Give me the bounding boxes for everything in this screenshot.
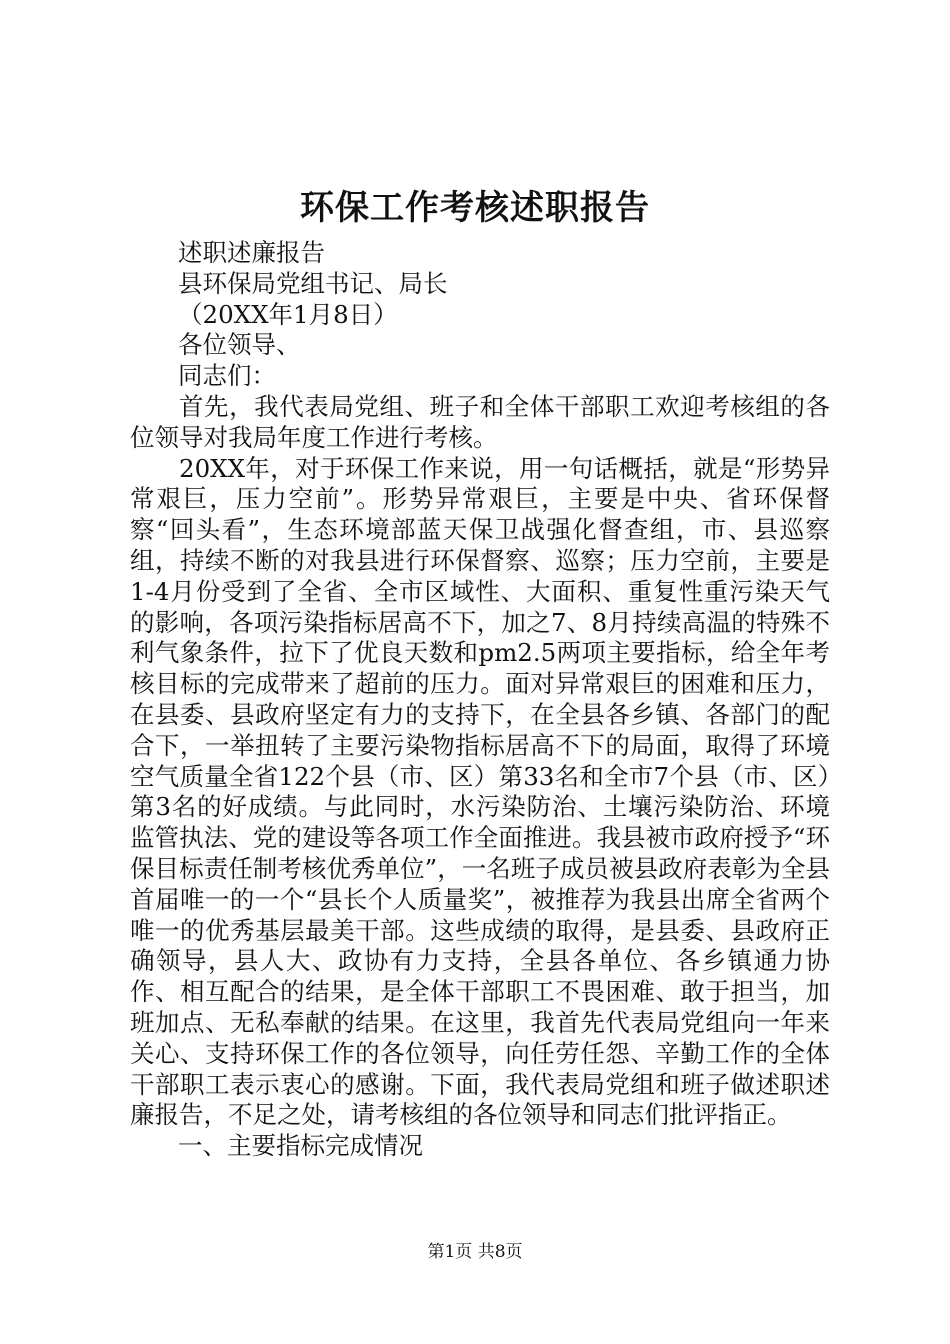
paragraph-welcome: 首先，我代表局党组、班子和全体干部职工欢迎考核组的各位领导对我局年度工作进行考核。 xyxy=(130,391,830,452)
salutation-comrades: 同志们： xyxy=(178,361,276,391)
page-footer: 第1页 共8页 xyxy=(427,1242,523,1262)
header-line-date: （20XX年1月8日） xyxy=(178,299,398,329)
header-line-author-title: 县环保局党组书记、局长 xyxy=(178,268,448,298)
section-heading: 一、主要指标完成情况 xyxy=(178,1131,423,1161)
salutation-leaders: 各位领导、 xyxy=(178,330,301,360)
document-body xyxy=(130,238,830,1162)
document-title: 环保工作考核述职报告 xyxy=(300,188,650,228)
header-line-report-type: 述职述廉报告 xyxy=(178,238,325,267)
paragraph-overview: 20XX年，对于环保工作来说，用一句话概括，就是“形势异常艰巨，压力空前”。形势异常艰巨，主要是中央、省环保督察“回头看”，生态环境部蓝天保卫战强化督查组，市、县巡察组，持续不断的对我县进行环保督察、巡察；压力空前，主要是1-4月份受到了全省、全市区域性、大面积、重复性重污染天气的影响，各项污染指标居高不下，加之7、8月持续高温的特殊不利气象条件，拉下了优良天数和pm2.5两项主要指标，给全年考核目标的完成带来了超前的压力。面对异常艰巨的困难和压力，在县委、县政府坚定有力的支持下，在全县各乡镇、各部门的配合下，一举扭转了主要污染物指标居高不下的局面，取得了环境空气质量全省122个县（市、区）第33名和全市7个县（市、区）第3名的好成绩。与此同时，水污染防治、土壤污染防治、环境监管执法、党的建设等各项工作全面推进。我县被市政府授予“环保目标责任制考核优秀单位”，一名班子成员被县政府表彰为全县首届唯一的一个“县长个人质量奖”，被推荐为我县出席全省两个唯一的优秀基层最美干部。这些成绩的取得，是县委、县政府正确领导，县人大、政协有力支持，全县各单位、各乡镇通力协作、相互配合的结果，是全体干部职工不畏困难、敢于担当，加班加点、无私奉献的结果。在这里，我首先代表局党组向一年来关心、支持环保工作的各位领导，向任劳任怨、辛勤工作的全体干部职工表示衷心的感谢。下面，我代表局党组和班子做述职述廉报告，不足之处，请考核组的各位领导和同志们批评指正。 xyxy=(130,453,830,1130)
